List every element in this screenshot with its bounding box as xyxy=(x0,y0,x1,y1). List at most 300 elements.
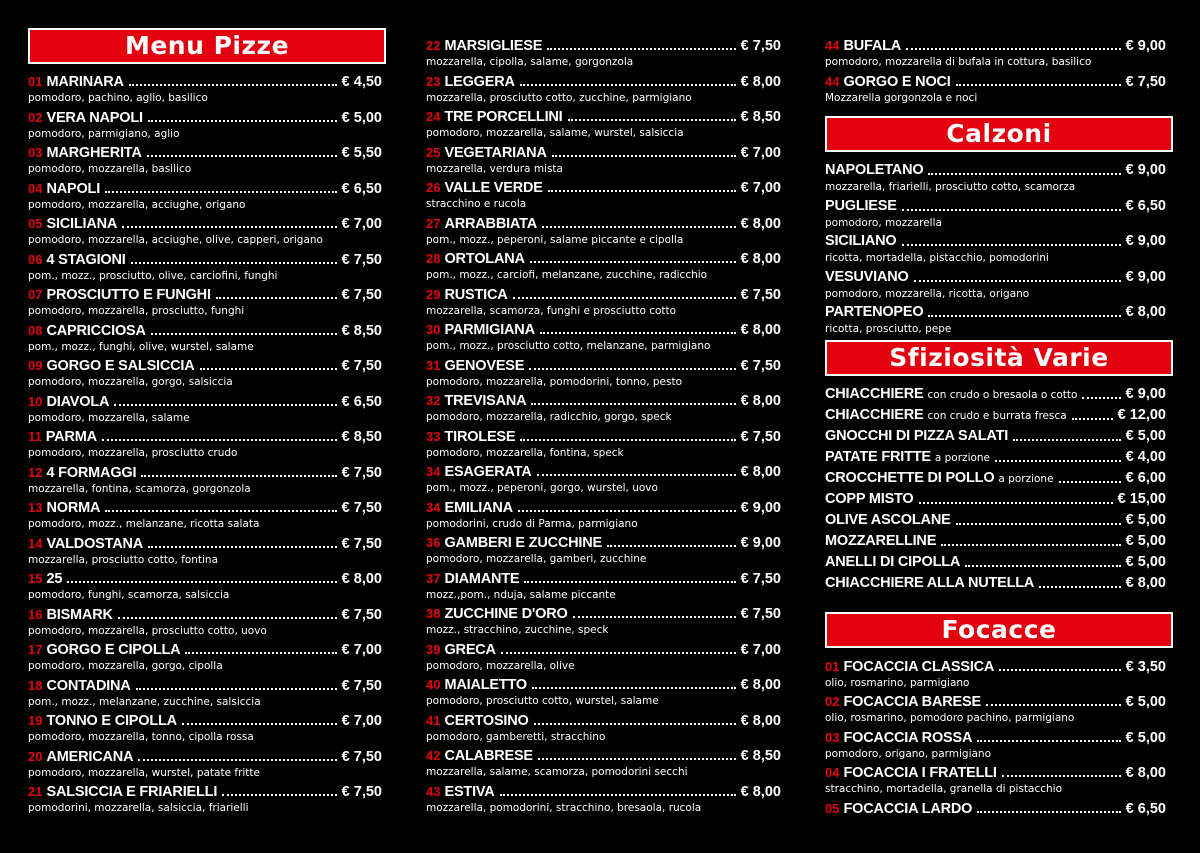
item-number: 13 xyxy=(28,500,43,515)
item-number: 12 xyxy=(28,464,43,480)
menu-item xyxy=(825,197,1166,233)
menu-item xyxy=(825,268,1166,304)
item-name: GNOCCHI DI PIZZA SALATI xyxy=(825,427,1009,444)
item-description: ricotta, prosciutto, pepe xyxy=(825,323,952,335)
dot-leader xyxy=(542,226,736,228)
dot-leader xyxy=(928,315,1120,317)
item-price: € 7,00 xyxy=(341,216,382,232)
item-number: 23 xyxy=(426,73,441,89)
menu-item xyxy=(825,232,1166,268)
item-description: pomodoro, mozzarella, prosciutto, funghi xyxy=(28,305,245,317)
item-name: GORGO E SALSICCIA xyxy=(46,358,195,374)
item-description: pomodoro, mozz., melanzane, ricotta salata xyxy=(28,518,260,530)
item-description: pom., mozz., funghi, olive, wurstel, salame xyxy=(28,340,254,353)
menu-item-row xyxy=(825,197,1166,216)
item-description: pomodoro, pachino, aglio, basilico xyxy=(28,92,208,104)
item-price: € 9,00 xyxy=(1125,162,1166,178)
menu-item xyxy=(426,498,781,534)
menu-item-row xyxy=(426,533,781,552)
item-number: 15 xyxy=(28,571,43,586)
menu-item xyxy=(426,72,781,108)
item-number: 25 xyxy=(426,144,441,160)
item-price: € 7,50 xyxy=(740,606,781,622)
item-number: 26 xyxy=(426,180,441,195)
item-number: 44 xyxy=(825,38,840,53)
item-name: CROCCHETTE DI POLLO xyxy=(825,469,995,486)
item-price: € 7,50 xyxy=(1125,73,1166,90)
item-number: 21 xyxy=(28,784,43,799)
item-number: 11 xyxy=(28,429,42,444)
item-description: pomodoro, mozzarella, salame xyxy=(28,411,190,424)
menu-item xyxy=(825,728,1166,764)
item-number: 05 xyxy=(825,800,840,816)
item-price: € 8,00 xyxy=(740,677,781,693)
item-description: mozzarella, scamorza, funghi e prosciutto cotto xyxy=(426,304,677,317)
menu-item xyxy=(28,782,382,818)
item-name: MOZZARELLINE xyxy=(825,532,937,549)
item-name: VALLE VERDE xyxy=(444,180,543,196)
dot-leader xyxy=(520,84,736,86)
item-price: € 8,00 xyxy=(341,571,382,587)
menu-item-row xyxy=(28,143,382,162)
item-price: € 4,50 xyxy=(341,74,382,90)
item-name: PROSCIUTTO E FUNGHI xyxy=(46,287,211,303)
item-description: mozzarella, salame, scamorza, pomodorini secchi xyxy=(426,766,688,778)
item-price: € 8,00 xyxy=(740,712,781,729)
menu-item-row xyxy=(426,178,781,197)
menu-item-row xyxy=(426,782,781,801)
dot-leader xyxy=(148,120,337,122)
menu-item-row xyxy=(28,534,382,553)
menu-item xyxy=(28,463,382,499)
item-name: BUFALA xyxy=(843,38,902,54)
item-description: pomodoro, mozzarella xyxy=(825,216,942,229)
menu-item-row xyxy=(28,392,382,411)
item-number: 02 xyxy=(28,109,43,125)
item-description: mozzarella, prosciutto cotto, fontina xyxy=(28,553,219,566)
item-name: GORGO E CIPOLLA xyxy=(46,642,181,658)
item-description: pom., mozz., carciofi, melanzane, zucchine, radicchio xyxy=(426,269,708,281)
item-price: € 5,50 xyxy=(341,145,382,161)
dot-leader xyxy=(185,652,336,654)
menu-item xyxy=(825,692,1166,728)
item-description: pomodoro, parmigiano, aglio xyxy=(28,127,180,140)
item-name: CERTOSINO xyxy=(444,712,529,729)
item-name: PARMA xyxy=(45,429,97,445)
item-name: GORGO E NOCI xyxy=(843,73,951,90)
item-price: € 7,50 xyxy=(341,748,382,765)
item-price: € 9,00 xyxy=(740,499,781,516)
menu-item-row xyxy=(426,427,781,446)
item-price: € 7,00 xyxy=(740,641,781,658)
item-number: 17 xyxy=(28,642,43,657)
menu-item-row xyxy=(426,356,781,375)
menu-item-row xyxy=(28,321,382,340)
item-price: € 7,00 xyxy=(740,180,781,196)
menu-item xyxy=(825,36,1166,72)
item-description: pomodoro, mozzarella, acciughe, origano xyxy=(28,198,246,211)
item-number: 34 xyxy=(426,499,441,515)
item-price: € 7,50 xyxy=(740,38,781,54)
dot-leader xyxy=(129,84,337,86)
menu-item-row xyxy=(825,469,1166,488)
menu-item-row xyxy=(28,782,382,801)
menu-item-row xyxy=(426,640,781,659)
item-price: € 9,00 xyxy=(1125,268,1166,285)
item-number: 36 xyxy=(426,535,441,550)
item-price: € 6,50 xyxy=(341,180,382,197)
menu-item xyxy=(28,108,382,144)
item-number: 43 xyxy=(426,783,441,799)
item-number: 05 xyxy=(28,216,43,231)
item-price: € 6,00 xyxy=(1125,469,1166,486)
menu-item-row xyxy=(825,385,1166,404)
item-price: € 7,50 xyxy=(341,535,382,552)
menu-item xyxy=(28,534,382,570)
item-name: FOCACCIA BARESE xyxy=(843,694,981,710)
menu-item xyxy=(426,356,781,392)
menu-item-row xyxy=(825,36,1166,55)
menu-item-row xyxy=(28,711,382,730)
item-name: ARRABBIATA xyxy=(444,215,537,232)
dot-leader xyxy=(534,723,736,725)
item-name: DIAVOLA xyxy=(46,393,110,410)
sfiziosita-title: Sfiziosità Varie xyxy=(825,340,1173,376)
menu-item-row xyxy=(28,250,382,269)
pizza-column-1 xyxy=(28,0,382,818)
item-number: 30 xyxy=(426,322,441,337)
item-price: € 8,00 xyxy=(1125,574,1166,591)
item-name: FOCACCIA I FRATELLI xyxy=(843,765,997,781)
menu-item xyxy=(825,553,1166,574)
item-number: 38 xyxy=(426,606,441,621)
item-description: pomodoro, mozzarella, acciughe, olive, capperi, origano xyxy=(28,234,323,246)
item-name: EMILIANA xyxy=(444,499,513,516)
item-description: pomodoro, mozzarella di bufala in cottura, basilico xyxy=(825,56,1092,68)
item-name: CALABRESE xyxy=(444,748,533,764)
item-price: € 7,50 xyxy=(341,500,382,516)
menu-item-row xyxy=(825,728,1166,747)
menu-item-row xyxy=(426,711,781,730)
item-description: pomodoro, mozzarella, olive xyxy=(426,659,575,672)
item-name: SICILIANA xyxy=(46,216,118,232)
menu-item xyxy=(28,569,382,605)
menu-item-row xyxy=(28,569,382,588)
menu-item xyxy=(825,448,1166,469)
dot-leader xyxy=(114,404,336,406)
item-description: mozz., stracchino, zucchine, speck xyxy=(426,624,609,636)
menu-item-row xyxy=(426,391,781,410)
item-number: 37 xyxy=(426,570,441,586)
item-number: 08 xyxy=(28,322,43,338)
menu-item xyxy=(28,427,382,463)
dot-leader xyxy=(216,297,337,299)
item-number: 10 xyxy=(28,393,43,409)
dot-leader xyxy=(148,546,337,548)
item-description: pomodoro, mozzarella, prosciutto cotto, uovo xyxy=(28,624,267,637)
item-number: 42 xyxy=(426,748,441,763)
menu-item-row xyxy=(426,746,781,765)
item-number: 06 xyxy=(28,251,43,267)
item-name: AMERICANA xyxy=(46,748,134,765)
menu-item-row xyxy=(825,692,1166,711)
dot-leader xyxy=(548,190,736,192)
item-name: 4 STAGIONI xyxy=(46,251,126,268)
item-description: stracchino e rucola xyxy=(426,198,527,210)
item-name: CHIACCHIERE xyxy=(825,385,924,402)
item-price: € 7,50 xyxy=(740,357,781,374)
item-description: pomodoro, mozzarella, radicchio, gorgo, speck xyxy=(426,411,672,423)
item-price: € 7,50 xyxy=(341,606,382,623)
dot-leader xyxy=(1072,418,1113,420)
item-number: 03 xyxy=(28,145,43,160)
menu-item-row xyxy=(426,675,781,694)
item-description: mozz.,pom., nduja, salame piccante xyxy=(426,588,616,601)
item-price: € 15,00 xyxy=(1117,490,1166,507)
item-price: € 8,00 xyxy=(740,215,781,232)
menu-item-row xyxy=(28,640,382,659)
item-number: 20 xyxy=(28,748,43,764)
item-price: € 8,00 xyxy=(1125,304,1166,320)
pizza-list-2 xyxy=(426,36,781,817)
menu-item xyxy=(426,320,781,356)
item-name: NAPOLI xyxy=(46,180,101,197)
menu-item xyxy=(825,799,1166,835)
item-description: pomodoro, mozzarella, gorgo, salsiccia xyxy=(28,376,233,388)
item-number: 01 xyxy=(28,74,43,89)
item-number: 22 xyxy=(426,38,441,53)
item-price: € 9,00 xyxy=(1125,385,1166,402)
item-number: 27 xyxy=(426,215,441,231)
dot-leader xyxy=(182,723,337,725)
item-note: con crudo e burrata fresca xyxy=(927,409,1067,422)
item-number: 24 xyxy=(426,109,441,124)
menu-item-row xyxy=(825,511,1166,530)
dot-leader xyxy=(956,84,1121,86)
dot-leader xyxy=(530,261,736,263)
item-price: € 8,50 xyxy=(341,322,382,339)
dot-leader xyxy=(1002,775,1121,777)
menu-item-row xyxy=(28,285,382,304)
item-name: VEGETARIANA xyxy=(444,144,547,161)
item-description: pomodoro, mozzarella, gamberi, zucchine xyxy=(426,553,647,565)
item-name: VERA NAPOLI xyxy=(46,109,143,126)
dot-leader xyxy=(956,523,1121,525)
item-number: 29 xyxy=(426,286,441,302)
item-price: € 5,00 xyxy=(1125,532,1166,549)
item-price: € 5,00 xyxy=(1125,729,1166,746)
item-name: FOCACCIA LARDO xyxy=(843,800,973,817)
item-name: OLIVE ASCOLANE xyxy=(825,511,951,528)
menu-item-row xyxy=(426,249,781,268)
menu-item xyxy=(426,782,781,818)
item-name: ANELLI DI CIPOLLA xyxy=(825,553,961,570)
menu-item xyxy=(825,469,1166,490)
dot-leader xyxy=(520,439,735,441)
menu-item xyxy=(825,657,1166,693)
item-description: pomodorini, crudo di Parma, parmigiano xyxy=(426,517,638,530)
dot-leader xyxy=(568,119,736,121)
item-description: olio, rosmarino, pomodoro pachino, parmigiano xyxy=(825,712,1075,724)
dot-leader xyxy=(538,758,736,760)
item-description: mozzarella, pomodorini, stracchino, bresaola, rucola xyxy=(426,801,702,814)
item-name: MARGHERITA xyxy=(46,145,142,161)
dot-leader xyxy=(1039,586,1120,588)
menu-item xyxy=(426,107,781,143)
item-price: € 8,00 xyxy=(1125,765,1166,781)
item-description: pomodoro, mozzarella, basilico xyxy=(28,163,192,175)
item-description: pom., mozz., peperoni, gorgo, wurstel, uovo xyxy=(426,482,658,494)
item-number: 01 xyxy=(825,658,840,674)
menu-item xyxy=(426,569,781,605)
item-price: € 8,00 xyxy=(740,251,781,267)
item-price: € 8,50 xyxy=(341,429,382,445)
item-name: VALDOSTANA xyxy=(46,535,144,552)
menu-item xyxy=(825,427,1166,448)
item-price: € 9,00 xyxy=(1125,38,1166,54)
dot-leader xyxy=(1059,481,1121,483)
menu-item-row xyxy=(825,553,1166,572)
menu-item xyxy=(28,179,382,215)
dot-leader xyxy=(500,794,736,796)
menu-item-row xyxy=(28,214,382,233)
menu-item-row xyxy=(426,285,781,304)
item-name: PARTENOPEO xyxy=(825,304,924,320)
menu-item-row xyxy=(28,108,382,127)
item-description: pomodoro, mozzarella, gorgo, cipolla xyxy=(28,660,223,672)
menu-item xyxy=(28,356,382,392)
menu-item xyxy=(426,711,781,747)
dot-leader xyxy=(552,155,736,157)
menu-item-row xyxy=(825,532,1166,551)
item-description: pomodoro, mozzarella, pomodorini, tonno, pesto xyxy=(426,375,683,388)
item-price: € 8,00 xyxy=(740,783,781,800)
menu-item-row xyxy=(426,569,781,588)
item-note: a porzione xyxy=(934,451,991,464)
dot-leader xyxy=(105,510,336,512)
dot-leader xyxy=(995,460,1121,462)
dot-leader xyxy=(67,581,336,583)
item-name: GAMBERI E ZUCCHINE xyxy=(444,535,602,551)
item-number: 09 xyxy=(28,358,43,373)
dot-leader xyxy=(531,403,735,405)
menu-item xyxy=(825,511,1166,532)
menu-item-row xyxy=(28,427,382,446)
dot-leader xyxy=(138,759,336,761)
item-description: mozzarella, verdura mista xyxy=(426,162,563,175)
dot-leader xyxy=(914,280,1121,282)
menu-item xyxy=(426,640,781,676)
item-price: € 7,00 xyxy=(341,713,382,729)
item-price: € 7,00 xyxy=(740,144,781,161)
item-name: MARSIGLIESE xyxy=(444,38,543,54)
item-name: CHIACCHIERE ALLA NUTELLA xyxy=(825,574,1035,591)
item-description: pom., mozz., melanzane, zucchine, salsiccia xyxy=(28,695,261,708)
menu-item xyxy=(28,321,382,357)
item-note: a porzione xyxy=(998,472,1054,485)
menu-column-3 xyxy=(825,0,1166,834)
dot-leader xyxy=(1082,397,1120,399)
menu-item-row xyxy=(426,604,781,623)
item-number: 04 xyxy=(28,180,43,196)
item-price: € 9,00 xyxy=(740,535,781,551)
item-number: 31 xyxy=(426,357,441,373)
dot-leader xyxy=(928,173,1120,175)
menu-item-row xyxy=(28,605,382,624)
menu-item-row xyxy=(426,214,781,233)
menu-item-row xyxy=(28,463,382,482)
item-number: 40 xyxy=(426,677,441,692)
item-description: pomodorini, mozzarella, salsiccia, friarielli xyxy=(28,802,249,814)
calzoni-list xyxy=(825,161,1166,339)
dot-leader xyxy=(105,191,337,193)
menu-item xyxy=(426,178,781,214)
item-description: pomodoro, gamberetti, stracchino xyxy=(426,730,606,743)
item-price: € 5,00 xyxy=(1125,511,1166,528)
menu-item-row xyxy=(28,72,382,91)
focacce-title: Focacce xyxy=(825,612,1173,648)
item-description: pom., mozz., prosciutto, olive, carciofini, funghi xyxy=(28,269,278,282)
item-price: € 7,50 xyxy=(341,464,382,481)
item-description: pom., mozz., prosciutto cotto, melanzane, parmigiano xyxy=(426,340,711,352)
dot-leader xyxy=(131,262,337,264)
item-number: 39 xyxy=(426,641,441,657)
menu-item xyxy=(426,214,781,250)
menu-item-row xyxy=(426,143,781,162)
menu-item xyxy=(426,391,781,427)
menu-item xyxy=(825,72,1166,108)
dot-leader xyxy=(540,332,736,334)
item-price: € 5,00 xyxy=(1125,553,1166,570)
item-price: € 6,50 xyxy=(1125,800,1166,817)
dot-leader xyxy=(151,333,337,335)
menu-item-row xyxy=(825,657,1166,676)
item-name: ESTIVA xyxy=(444,783,495,800)
menu-item xyxy=(28,214,382,250)
item-name: GRECA xyxy=(444,641,496,658)
menu-item xyxy=(426,143,781,179)
menu-item xyxy=(426,675,781,711)
item-price: € 7,50 xyxy=(341,677,382,694)
item-name: ESAGERATA xyxy=(444,464,532,480)
menu-item-row xyxy=(825,427,1166,446)
menu-item-row xyxy=(825,232,1166,251)
menu-item xyxy=(28,285,382,321)
dot-leader xyxy=(941,544,1121,546)
item-price: € 8,50 xyxy=(740,109,781,125)
dot-leader xyxy=(902,244,1121,246)
item-price: € 3,50 xyxy=(1125,658,1166,675)
item-name: TREVISANA xyxy=(444,393,527,409)
menu-item-row xyxy=(426,462,781,481)
menu-item-row xyxy=(825,268,1166,287)
menu-item xyxy=(825,763,1166,799)
item-price: € 7,50 xyxy=(341,358,382,374)
dot-leader xyxy=(222,794,337,796)
menu-item xyxy=(825,406,1166,427)
item-name: COPP MISTO xyxy=(825,490,914,507)
item-price: € 8,00 xyxy=(740,73,781,90)
item-price: € 5,00 xyxy=(1125,427,1166,444)
dot-leader xyxy=(122,226,337,228)
menu-item-row xyxy=(28,676,382,695)
dot-leader xyxy=(547,48,736,50)
item-number: 28 xyxy=(426,251,441,266)
item-description: pomodoro, mozzarella, tonno, cipolla rossa xyxy=(28,731,254,743)
menu-item-row xyxy=(426,107,781,126)
item-description: pomodoro, mozzarella, prosciutto crudo xyxy=(28,447,238,459)
focacce-list xyxy=(825,657,1166,835)
